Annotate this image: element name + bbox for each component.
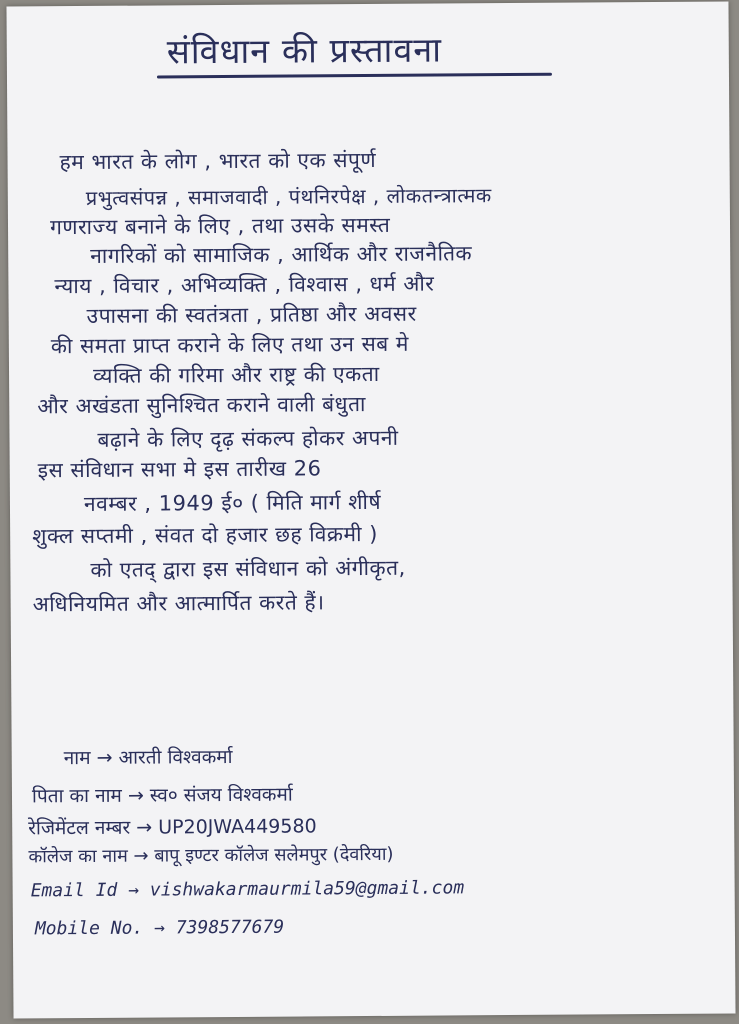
preamble-line: अधिनियमित और आत्मार्पित करते हैं।	[32, 590, 325, 617]
preamble-line: व्यक्ति की गरिमा और राष्ट्र की एकता	[92, 361, 380, 388]
preamble-line: न्याय , विचार , अभिव्यक्ति , विश्वास , धर्म और	[54, 271, 435, 299]
preamble-line: नवम्बर , 1949 ई० ( मिति मार्ग शीर्ष	[83, 489, 382, 517]
preamble-line: नागरिकों को सामाजिक , आर्थिक और राजनैतिक	[90, 241, 473, 268]
preamble-line: बढ़ाने के लिए दृढ़ संकल्प होकर अपनी	[97, 425, 399, 452]
signature-name: नाम → आरती विश्वकर्मा	[63, 745, 233, 770]
preamble-line: को एतद् द्वारा इस संविधान को अंगीकृत,	[90, 555, 406, 582]
signature-email: Email Id → vishwakarmaurmila59@gmail.com	[30, 877, 465, 902]
preamble-line: गणराज्य बनाने के लिए , तथा उसके समस्त	[49, 212, 391, 240]
signature-father: पिता का नाम → स्व० संजय विश्वकर्मा	[31, 783, 293, 808]
signature-college: कॉलेज का नाम → बापू इण्टर कॉलेज सलेमपुर (देवरिया)	[28, 843, 394, 868]
preamble-line: हम भारत के लोग , भारत को एक संपूर्ण	[59, 147, 377, 175]
paper-sheet	[6, 1, 735, 1018]
preamble-line: और अखंडता सुनिश्चित कराने वाली बंधुता	[37, 392, 367, 419]
preamble-line: इस संविधान सभा मे इस तारीख 26	[37, 456, 322, 483]
title-underline	[157, 73, 552, 79]
preamble-line: की समता प्राप्त कराने के लिए तथा उन सब मे	[50, 331, 410, 359]
signature-regno: रेजिमेंटल नम्बर → UP20JWA449580	[28, 815, 317, 840]
preamble-line: उपासना की स्वतंत्रता , प्रतिष्ठा और अवसर	[86, 301, 417, 328]
page-title: संविधान की प्रस्तावना	[166, 30, 443, 73]
preamble-line: शुक्ल सप्तमी , संवत दो हजार छह विक्रमी )	[32, 521, 378, 549]
preamble-line: प्रभुत्वसंपन्न , समाजवादी , पंथनिरपेक्ष , लोकतन्त्रात्मक	[85, 183, 492, 210]
signature-mobile: Mobile No. → 7398577679	[34, 916, 285, 940]
